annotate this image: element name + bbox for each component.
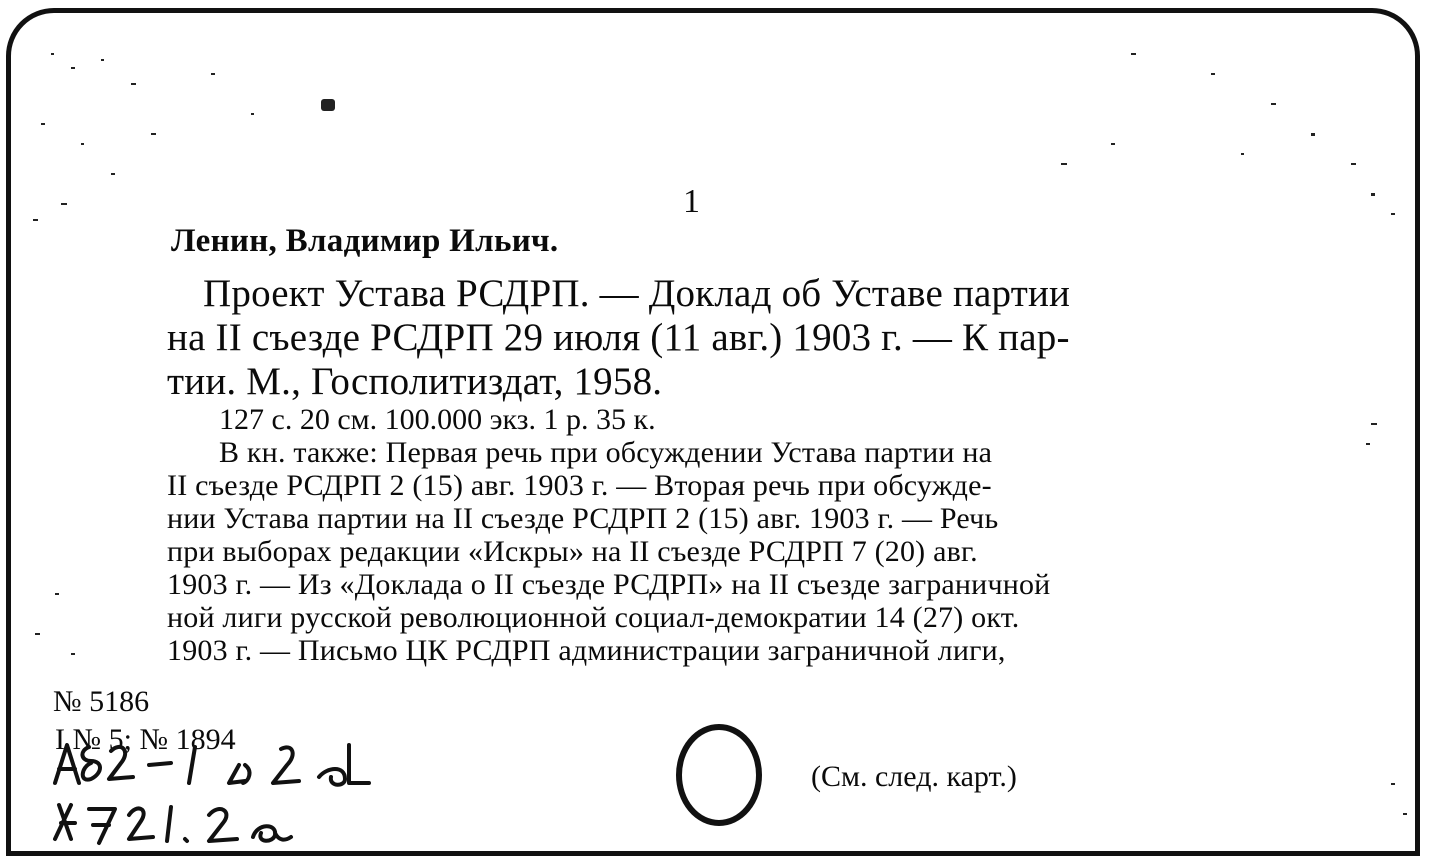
card-punch-hole: [669, 719, 769, 831]
collation-line: 127 с. 20 см. 100.000 экз. 1 р. 35 к.: [219, 403, 656, 436]
title-line-2: на II съезде РСДРП 29 июля (11 авг.) 1903 г. — К пар-: [167, 316, 1070, 359]
author-heading: Ленин, Владимир Ильич.: [171, 223, 559, 259]
note-line-4: при выборах редакции «Искры» на II съезде РСДРП 7 (20) авг.: [167, 535, 978, 568]
card-number: 1: [683, 183, 700, 220]
note-line-1: В кн. также: Первая речь при обсуждении Устава партии на: [219, 436, 993, 469]
note-line-2: II съезде РСДРП 2 (15) авг. 1903 г. — Вторая речь при обсужде-: [167, 469, 992, 502]
note-line-6: ной лиги русской революционной социал-демократии 14 (27) окт.: [167, 601, 1020, 634]
continuation-note: (См. след. карт.): [811, 760, 1017, 793]
note-line-3: нии Устава партии на II съезде РСДРП 2 (15) авг. 1903 г. — Речь: [167, 502, 999, 535]
title-line-1: Проект Устава РСДРП. — Доклад об Уставе партии: [203, 272, 1071, 315]
catalog-card: [6, 8, 1420, 856]
title-line-3: тии. М., Госполитиздат, 1958.: [167, 360, 663, 403]
note-line-5: 1903 г. — Из «Доклада о II съезде РСДРП» на II съезде заграничной: [167, 568, 1051, 601]
note-line-7: 1903 г. — Письмо ЦК РСДРП администрации заграничной лиги,: [167, 634, 1006, 667]
handwritten-shelfmark: [49, 743, 389, 853]
reference-numbers: I № 5; № 1894: [55, 723, 236, 756]
accession-number: № 5186: [53, 685, 150, 718]
